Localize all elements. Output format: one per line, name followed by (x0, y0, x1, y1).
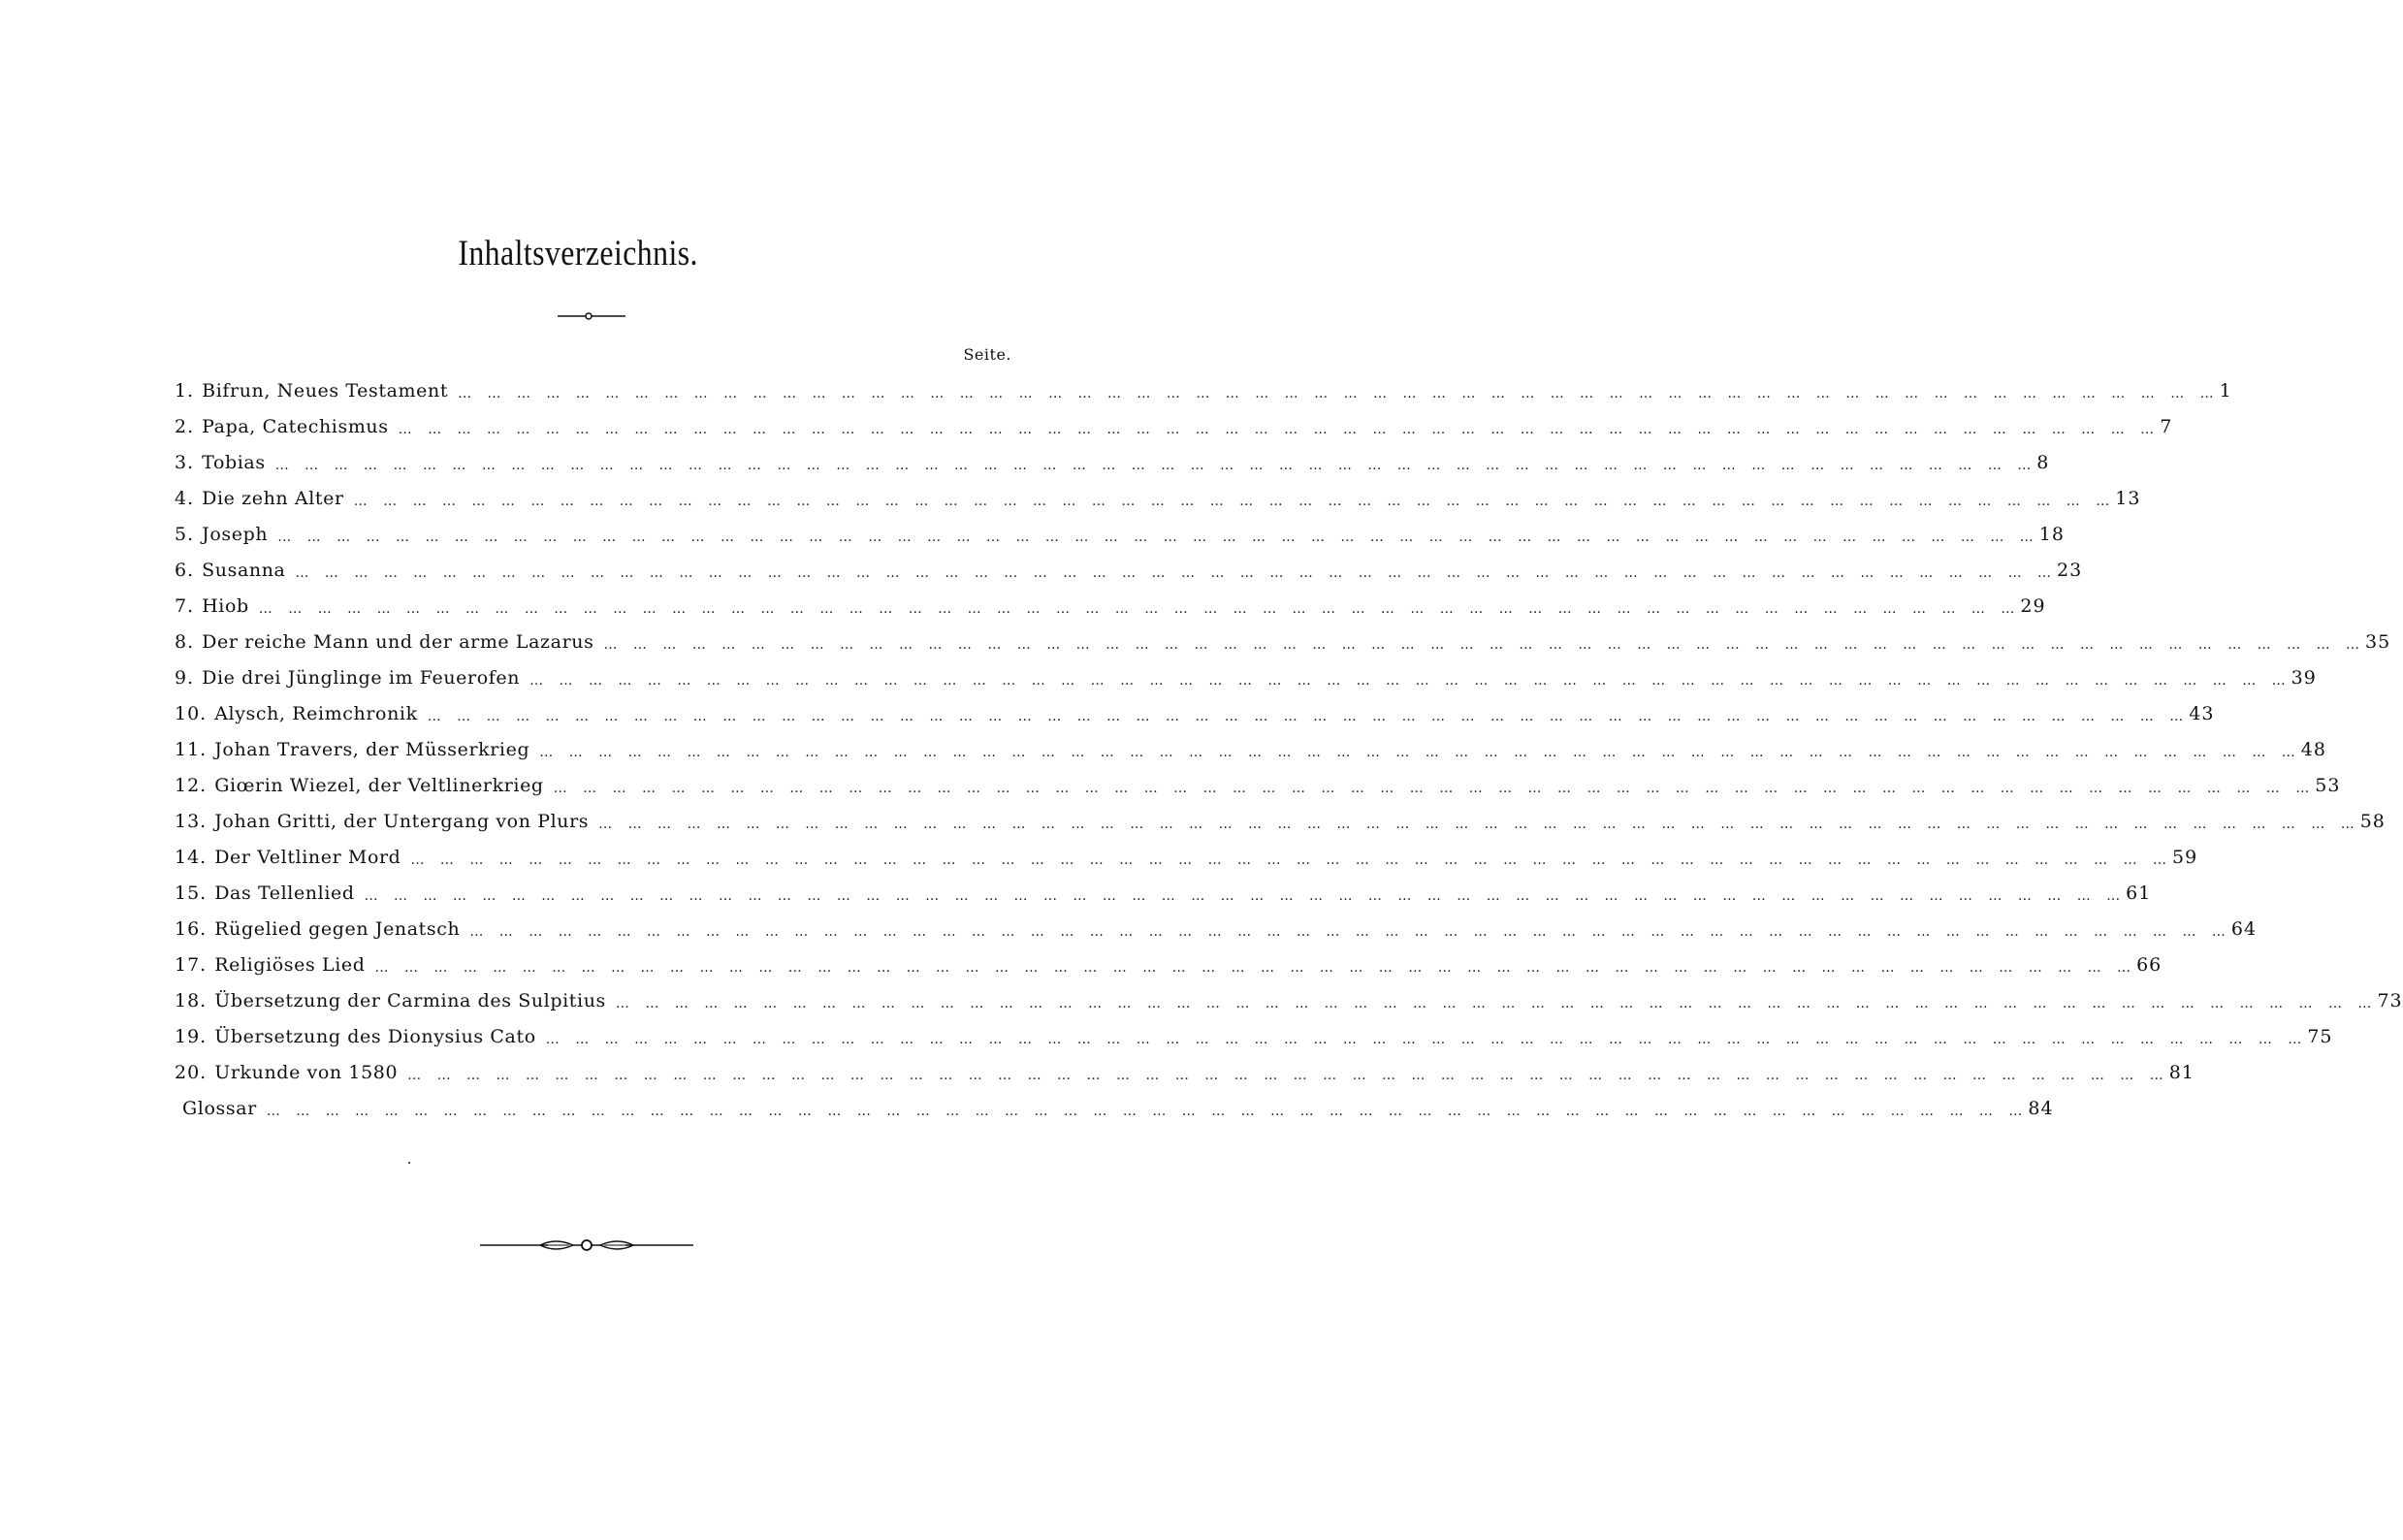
toc-entry-page: 43 (2189, 702, 2215, 724)
toc-entry-label: Susanna (202, 560, 295, 581)
dot-leader: … … … … … … … … … … … … … … … … … … … … … … … … … … … … … … … … … … … … … … … … … … … … … … … … … … … … … … … … … … … … (598, 817, 2360, 832)
toc-entry-number: 2. (175, 415, 195, 437)
toc-entry-number: 13. (175, 810, 208, 832)
page-title: Inhaltsverzeichnis. (458, 234, 698, 273)
dot-leader: … … … … … … … … … … … … … … … … … … … … … … … … … … … … … … … … … … … … … … … … … … … … … … … … … … … … … … … … … … … … (364, 888, 2127, 904)
toc-entry-number: 10. (175, 702, 208, 724)
toc-entry (175, 624, 2391, 659)
toc-entry (175, 911, 2258, 946)
toc-entry-label: Johan Gritti, der Untergang von Plurs (214, 811, 598, 832)
toc-entry-page: 58 (2359, 810, 2386, 832)
toc-entry (175, 803, 2386, 839)
toc-entry-number: 14. (175, 846, 208, 868)
dot-leader: … … … … … … … … … … … … … … … … … … … … … … … … … … … … … … … … … … … … … … … … … … … … … … … … … … … … … … … … … … … … (295, 565, 2058, 581)
page-column-header: Seite. (963, 345, 1011, 364)
toc-entry-page: 64 (2230, 917, 2258, 940)
toc-entry-page: 53 (2315, 774, 2341, 796)
toc-entry-number: 7. (175, 594, 195, 617)
toc-entry (175, 767, 2341, 803)
dot-leader: … … … … … … … … … … … … … … … … … … … … … … … … … … … … … … … … … … … … … … … … … … … … … … … … … … … … … … … … … … … … (258, 601, 2021, 617)
table-of-contents (175, 372, 2403, 1126)
dot-leader: … … … … … … … … … … … … … … … … … … … … … … … … … … … … … … … … … … … … … … … … … … … … … … … … … … … … … … … … … … … … (266, 1104, 2029, 1119)
toc-entry (175, 516, 2065, 552)
toc-entry (175, 695, 2215, 731)
toc-entry-label: Alysch, Reimchronik (214, 703, 428, 724)
dot-leader: … … … … … … … … … … … … … … … … … … … … … … … … … … … … … … … … … … … … … … … … … … … … … … … … … … … … … … … … … … … … (529, 673, 2291, 689)
dot-leader: … … … … … … … … … … … … … … … … … … … … … … … … … … … … … … … … … … … … … … … … … … … … … … … … … … … … … … … … … … … … (458, 386, 2220, 401)
toc-entry-number: 4. (175, 487, 195, 509)
dot-leader: … … … … … … … … … … … … … … … … … … … … … … … … … … … … … … … … … … … … … … … … … … … … … … … … … … … … … … … … … … … … (407, 1068, 2169, 1083)
toc-entry (175, 1090, 2054, 1126)
toc-entry (175, 408, 2173, 444)
toc-entry-page: 35 (2365, 630, 2391, 653)
toc-entry-label: Giœrin Wiezel, der Veltlinerkrieg (214, 775, 553, 796)
toc-entry (175, 588, 2046, 624)
dot-leader: … … … … … … … … … … … … … … … … … … … … … … … … … … … … … … … … … … … … … … … … … … … … … … … … … … … … … … … … … … … … (277, 529, 2039, 545)
toc-entry-number: 18. (175, 989, 208, 1011)
toc-entry-page: 13 (2115, 487, 2141, 509)
dot-leader: … … … … … … … … … … … … … … … … … … … … … … … … … … … … … … … … … … … … … … … … … … … … … … … … … … … … … … … … … … … … (274, 458, 2037, 473)
toc-entry (175, 480, 2141, 516)
toc-entry-number: 1. (175, 379, 195, 401)
divider-ornament-small (558, 310, 625, 322)
toc-entry (175, 552, 2083, 588)
toc-entry-page: 75 (2307, 1025, 2333, 1047)
dot-leader: … … … … … … … … … … … … … … … … … … … … … … … … … … … … … … … … … … … … … … … … … … … … … … … … … … … … … … … … … … … … (469, 924, 2231, 940)
print-speck (408, 1162, 410, 1164)
toc-entry-label: Die drei Jünglinge im Feuerofen (202, 667, 529, 689)
toc-entry-label: Religiöses Lied (214, 954, 374, 976)
toc-entry-label: Übersetzung der Carmina des Sulpitius (214, 990, 616, 1011)
toc-entry (175, 444, 2050, 480)
toc-entry-label: Urkunde von 1580 (214, 1062, 407, 1083)
toc-entry-number: 15. (175, 882, 208, 904)
toc-entry-page: 29 (2020, 594, 2046, 617)
toc-entry (175, 659, 2317, 695)
toc-entry (175, 839, 2198, 875)
toc-entry-number: 5. (175, 523, 195, 545)
toc-entry-label: Das Tellenlied (214, 882, 364, 904)
toc-entry-number: 8. (175, 630, 195, 653)
toc-entry-page: 66 (2136, 953, 2163, 976)
toc-entry-label: Bifrun, Neues Testament (202, 380, 458, 401)
dot-leader: … … … … … … … … … … … … … … … … … … … … … … … … … … … … … … … … … … … … … … … … … … … … … … … … … … … … … … … … … … … … (374, 960, 2137, 976)
toc-entry-label: Rügelied gegen Jenatsch (214, 918, 469, 940)
toc-entry-page: 39 (2291, 666, 2317, 689)
end-ornament (480, 1232, 693, 1259)
toc-entry (175, 1018, 2333, 1054)
dot-leader: … … … … … … … … … … … … … … … … … … … … … … … … … … … … … … … … … … … … … … … … … … … … … … … … … … … … … … … … … … … … (545, 1032, 2308, 1047)
dot-leader: … … … … … … … … … … … … … … … … … … … … … … … … … … … … … … … … … … … … … … … … … … … … … … … … … … … … … … … … … … … … (353, 494, 2116, 509)
toc-entry (175, 731, 2326, 767)
toc-entry-page: 7 (2160, 415, 2173, 437)
toc-entry-label: Der reiche Mann und der arme Lazarus (202, 631, 603, 653)
toc-entry-number: 12. (175, 774, 208, 796)
toc-entry-number: 17. (175, 953, 208, 976)
toc-entry-number: 19. (175, 1025, 208, 1047)
dot-leader: … … … … … … … … … … … … … … … … … … … … … … … … … … … … … … … … … … … … … … … … … … … … … … … … … … … … … … … … … … … … (539, 745, 2301, 760)
dot-leader: … … … … … … … … … … … … … … … … … … … … … … … … … … … … … … … … … … … … … … … … … … … … … … … … … … … … … … … … … … … … (603, 637, 2366, 653)
toc-entry (175, 372, 2232, 408)
toc-entry (175, 875, 2152, 911)
toc-entry-page: 48 (2300, 738, 2326, 760)
toc-entry-label: Joseph (202, 524, 277, 545)
toc-entry-number: 9. (175, 666, 195, 689)
dot-leader: … … … … … … … … … … … … … … … … … … … … … … … … … … … … … … … … … … … … … … … … … … … … … … … … … … … … … … … … … … … … (427, 709, 2190, 724)
toc-entry-page: 81 (2168, 1061, 2195, 1083)
toc-entry (175, 982, 2403, 1018)
toc-entry-label: Papa, Catechismus (202, 416, 398, 437)
toc-entry-page: 73 (2377, 989, 2403, 1011)
dot-leader: … … … … … … … … … … … … … … … … … … … … … … … … … … … … … … … … … … … … … … … … … … … … … … … … … … … … … … … … … … … … (615, 996, 2378, 1011)
toc-entry-label: Tobias (202, 452, 275, 473)
toc-entry-label: Übersetzung des Dionysius Cato (214, 1026, 546, 1047)
toc-entry-label: Der Veltliner Mord (214, 847, 410, 868)
toc-entry-page: 23 (2057, 559, 2083, 581)
toc-entry (175, 1054, 2195, 1090)
toc-entry-page: 84 (2028, 1097, 2054, 1119)
toc-entry-page: 1 (2219, 379, 2232, 401)
toc-entry-page: 8 (2036, 451, 2050, 473)
toc-entry-label: Johan Travers, der Müsserkrieg (214, 739, 539, 760)
toc-entry-number: 11. (175, 738, 208, 760)
dot-leader: … … … … … … … … … … … … … … … … … … … … … … … … … … … … … … … … … … … … … … … … … … … … … … … … … … … … … … … … … … … … (553, 781, 2316, 796)
toc-entry-number: 20. (175, 1061, 208, 1083)
toc-entry-page: 61 (2126, 882, 2152, 904)
dot-leader: … … … … … … … … … … … … … … … … … … … … … … … … … … … … … … … … … … … … … … … … … … … … … … … … … … … … … … … … … … … … (398, 422, 2161, 437)
toc-entry-page: 18 (2038, 523, 2065, 545)
toc-entry (175, 946, 2163, 982)
toc-entry-number: 16. (175, 917, 208, 940)
toc-entry-label: Glossar (182, 1098, 267, 1119)
dot-leader: … … … … … … … … … … … … … … … … … … … … … … … … … … … … … … … … … … … … … … … … … … … … … … … … … … … … … … … … … … … … (410, 852, 2173, 868)
toc-entry-label: Die zehn Alter (202, 488, 354, 509)
toc-entry-number: 6. (175, 559, 195, 581)
toc-entry-page: 59 (2172, 846, 2198, 868)
toc-entry-label: Hiob (202, 595, 259, 617)
toc-entry-number: 3. (175, 451, 195, 473)
